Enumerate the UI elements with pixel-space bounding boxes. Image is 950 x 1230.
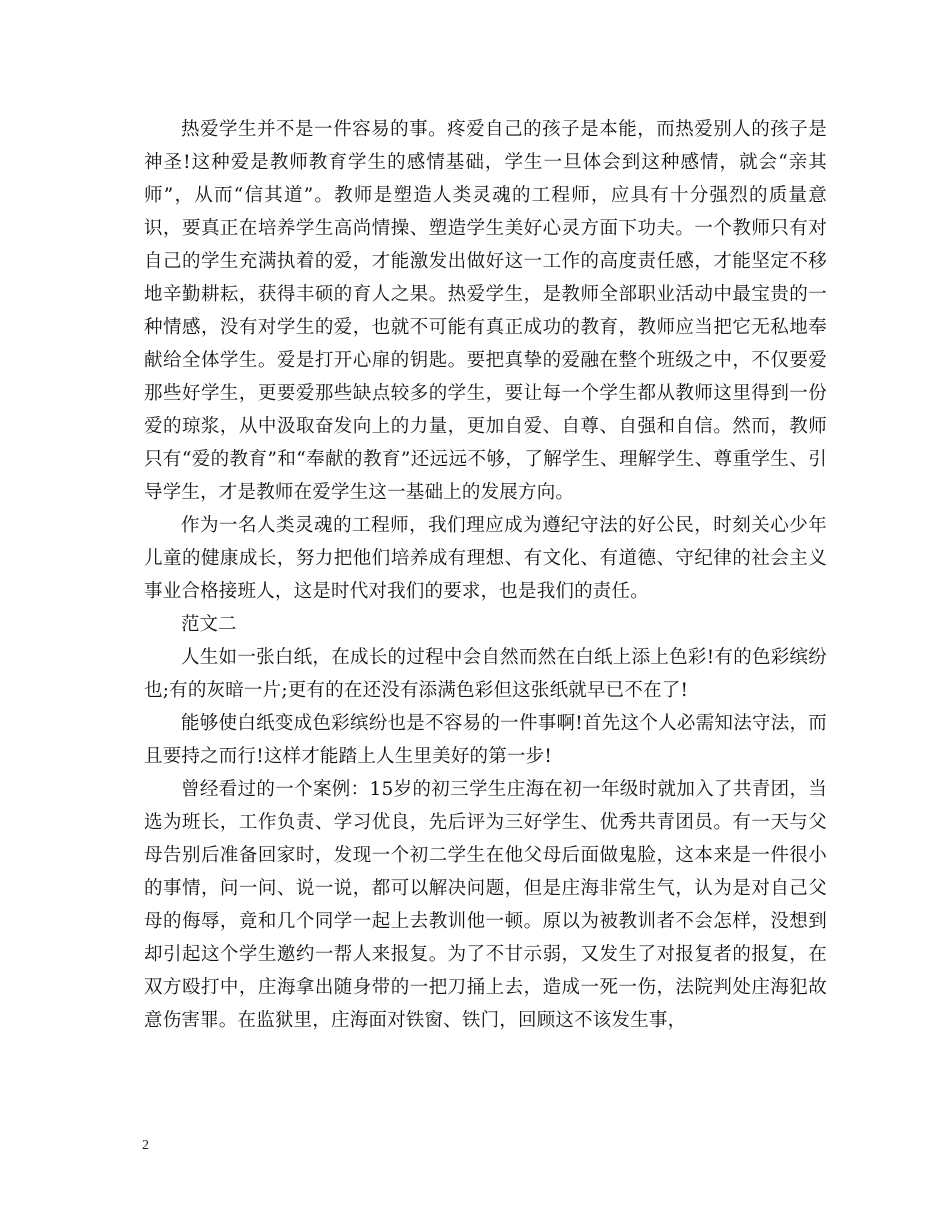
document-body [144,113,827,1037]
section-paragraph-2: 能够使白纸变成色彩缤纷也是不容易的一件事啊!首先这个人必需知法守法，而且要持之而行!这样才能踏上人生里美好的第一步! [144,713,827,767]
paragraph-2: 作为一名人类灵魂的工程师，我们理应成为遵纪守法的好公民，时刻关心少年儿童的健康成长，努力把他们培养成有理想、有文化、有道德、守纪律的社会主义事业合格接班人，这是时代对我们的要求，也是我们的责任。 [144,515,827,602]
paragraph-1: 热爱学生并不是一件容易的事。疼爱自己的孩子是本能，而热爱别人的孩子是神圣!这种爱是教师教育学生的感情基础，学生一旦体会到这种感情，就会“亲其师”，从而“信其道”。教师是塑造人类灵魂的工程师，应具有十分强烈的质量意识，要真正在培养学生高尚情操、塑造学生美好心灵方面下功夫。一个教师只有对自己的学生充满执着的爱，才能激发出做好这一工作的高度责任感，才能坚定不移地辛勤耕耘，获得丰硕的育人之果。热爱学生，是教师全部职业活动中最宝贵的一种情感，没有对学生的爱，也就不可能有真正成功的教育，教师应当把它无私地奉献给全体学生。爱是打开心扉的钥匙。要把真挚的爱融在整个班级之中，不仅要爱那些好学生，更要爱那些缺点较多的学生，要让每一个学生都从教师这里得到一份爱的琼浆，从中汲取奋发向上的力量，更加自爱、自尊、自强和自信。然而，教师只有“爱的教育”和“奉献的教育”还远远不够，了解学生、理解学生、尊重学生、引导学生，才是教师在爱学生这一基础上的发展方向。 [144,119,827,503]
page-number: 2 [142,1138,149,1153]
section-paragraph-3: 曾经看过的一个案例：15岁的初三学生庄海在初一年级时就加入了共青团，当选为班长，工作负责、学习优良，先后评为三好学生、优秀共青团员。有一天与父母告别后准备回家时，发现一个初二学生在他父母后面做鬼脸，这本来是一件很小的事情，问一问、说一说，都可以解决问题，但是庄海非常生气，认为是对自己父母的侮辱，竟和几个同学一起上去教训他一顿。原以为被教训者不会怎样，没想到却引起这个学生邀约一帮人来报复。为了不甘示弱，又发生了对报复者的报复，在双方殴打中，庄海拿出随身带的一把刀捅上去，造成一死一伤，法院判处庄海犯故意伤害罪。在监狱里，庄海面对铁窗、铁门，回顾这不该发生事， [144,779,827,1031]
section-paragraph-1: 人生如一张白纸，在成长的过程中会自然而然在白纸上添上色彩!有的色彩缤纷也;有的灰暗一片;更有的在还没有添满色彩但这张纸就早已不在了! [144,647,827,701]
section-title: 范文二 [181,614,237,635]
